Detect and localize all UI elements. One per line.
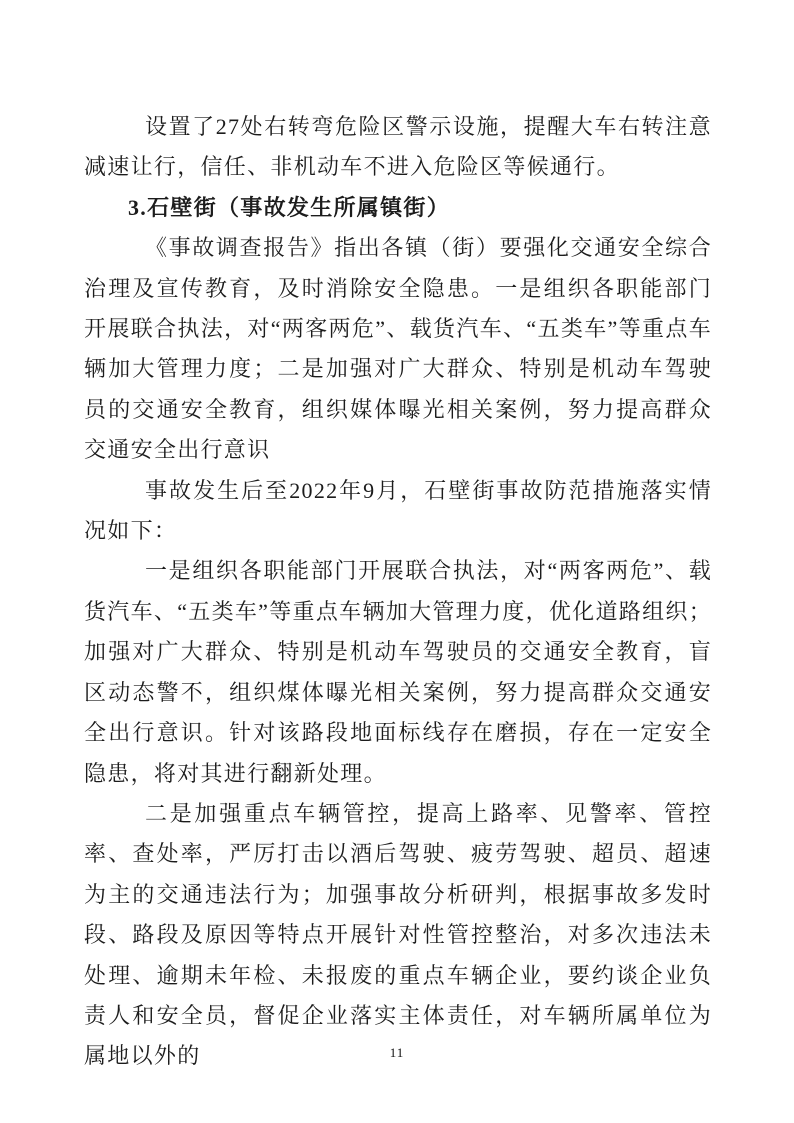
page-footer <box>0 1044 794 1062</box>
paragraph-warning-facilities: 设置了27处右转弯危险区警示设施，提醒大车右转注意减速让行，信任、非机动车不进入危险区等候通行。 <box>84 114 712 180</box>
paragraph-timeline-intro: 事故发生后至2022年9月，石壁街事故防范措施落实情况如下： <box>84 477 712 544</box>
paragraph-investigation-report: 《事故调查报告》指出各镇（街）要强化交通安全综合治理及宣传教育，及时消除安全隐患。一是组织各职能部门开展联合执法，对“两客两危”、载货汽车、“五类车”等重点车辆加大管理力度；二是加强对广大群众、特别是机动车驾驶员的交通安全教育，组织媒体曝光相关案例，努力提高群众交通安全出行意识 <box>84 235 712 463</box>
paragraph-measure-two: 二是加强重点车辆管控，提高上路率、见警率、管控率、查处率，严厉打击以酒后驾驶、疲劳驾驶、超员、超速为主的交通违法行为；加强事故分析研判，根据事故多发时段、路段及原因等特点开展针对性管控整治，对多次违法未处理、逾期未年检、未报废的重点车辆企业，要约谈企业负责人和安全员，督促企业落实主体责任，对车辆所属单位为属地以外的 <box>84 800 712 1069</box>
page-number: 11 <box>389 1045 405 1060</box>
paragraph-measure-one: 一是组织各职能部门开展联合执法，对“两客两危”、载货汽车、“五类车”等重点车辆加大管理力度，优化道路组织；加强对广大群众、特别是机动车驾驶员的交通安全教育，盲区动态警不，组织煤体曝光相关案例，努力提高群众交通安全出行意识。针对该路段地面标线存在磨损，存在一定安全隐患，将对其进行翻新处理。 <box>84 558 712 786</box>
section-heading-shibi-street: 3.石壁街（事故发生所属镇街） <box>128 194 451 220</box>
document-body <box>84 107 712 1077</box>
